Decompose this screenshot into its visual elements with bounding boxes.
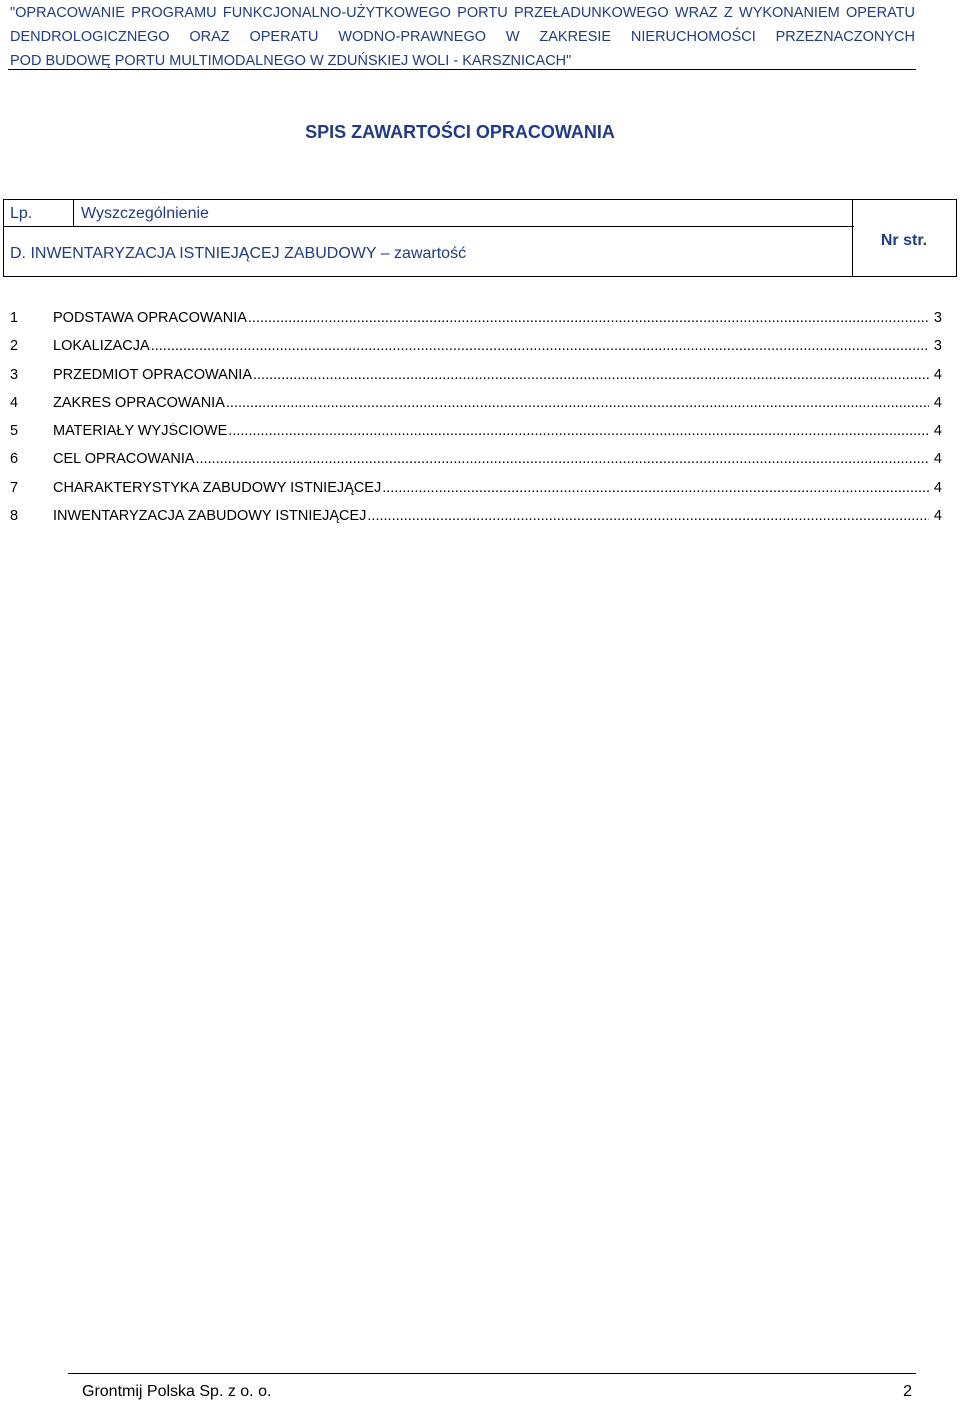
toc-entry[interactable]: [0, 420, 960, 448]
toc-entry-number: 5: [10, 423, 19, 440]
toc-entry-page: 4: [933, 508, 942, 525]
toc-entry[interactable]: [0, 448, 960, 476]
toc-entry-label: CHARAKTERYSTYKA ZABUDOWY ISTNIEJĄCEJ: [53, 479, 382, 496]
toc-entry-label: INWENTARYZACJA ZABUDOWY ISTNIEJĄCEJ: [53, 508, 367, 525]
table-header-lp: Lp.: [10, 205, 33, 222]
toc-entry-page: 4: [933, 451, 942, 468]
toc-entry-number: 2: [10, 338, 19, 355]
toc-entry-label: MATERIAŁY WYJŚCIOWE: [53, 423, 228, 440]
toc-entry[interactable]: [0, 307, 960, 335]
header-line-1: "OPRACOWANIE PROGRAMU FUNKCJONALNO-UŻYTKOWEGO PORTU PRZEŁADUNKOWEGO WRAZ Z WYKONANIEM OPERATU: [10, 5, 915, 21]
toc-title: SPIS ZAWARTOŚCI OPRACOWANIA: [305, 122, 615, 142]
document-header: [10, 0, 915, 73]
footer-company: Grontmij Polska Sp. z o. o.: [82, 1383, 272, 1400]
toc-entry-number: 8: [10, 508, 19, 525]
toc-entry[interactable]: [0, 477, 960, 505]
toc-entry-number: 4: [10, 394, 19, 411]
header-divider: [8, 69, 916, 70]
toc-entry[interactable]: [0, 392, 960, 420]
toc-list: [0, 307, 960, 533]
toc-entry[interactable]: [0, 335, 960, 363]
header-line-3: POD BUDOWĘ PORTU MULTIMODALNEGO W ZDUŃSKIEJ WOLI - KARSZNICACH": [10, 53, 572, 69]
footer-divider: [68, 1373, 916, 1374]
table-header-page-number: Nr str.: [880, 232, 928, 249]
toc-entry-leader: [253, 367, 929, 383]
toc-entry-leader: [196, 451, 929, 467]
toc-entry-page: 4: [933, 366, 942, 383]
toc-entry[interactable]: [0, 505, 960, 533]
table-row-divider: [3, 226, 854, 227]
toc-entry-number: 1: [10, 310, 19, 326]
toc-entry-leader: [367, 508, 929, 524]
table-header-wyszczegolnienie: Wyszczególnienie: [81, 205, 209, 222]
toc-entry-page: 3: [933, 310, 942, 326]
toc-entry-page: 4: [933, 479, 942, 496]
toc-entry-label: LOKALIZACJA: [53, 338, 150, 355]
table-section-label: D. INWENTARYZACJA ISTNIEJĄCEJ ZABUDOWY – zawartość: [10, 245, 467, 262]
toc-entry-label: ZAKRES OPRACOWANIA: [53, 394, 225, 411]
toc-entry-leader: [382, 480, 929, 496]
toc-entry-number: 7: [10, 479, 19, 496]
toc-entry-page: 4: [933, 394, 942, 411]
table-column-divider: [73, 200, 74, 227]
toc-entry-label: PODSTAWA OPRACOWANIA: [53, 310, 247, 326]
toc-entry-label: CEL OPRACOWANIA: [53, 451, 195, 468]
toc-entry[interactable]: [0, 364, 960, 392]
toc-entry-leader: [226, 395, 929, 411]
toc-entry-number: 3: [10, 366, 19, 383]
toc-entry-page: 4: [933, 423, 942, 440]
toc-entry-label: PRZEDMIOT OPRACOWANIA: [53, 366, 252, 383]
toc-entry-leader: [228, 423, 929, 439]
toc-entry-leader: [151, 338, 929, 354]
header-line-2: DENDROLOGICZNEGO ORAZ OPERATU WODNO-PRAWNEGO W ZAKRESIE NIERUCHOMOŚCI PRZEZNACZONYCH: [10, 29, 915, 45]
footer-page-number: 2: [903, 1383, 912, 1400]
toc-entry-leader: [248, 310, 929, 326]
toc-entry-number: 6: [10, 451, 19, 468]
toc-entry-page: 3: [933, 338, 942, 355]
